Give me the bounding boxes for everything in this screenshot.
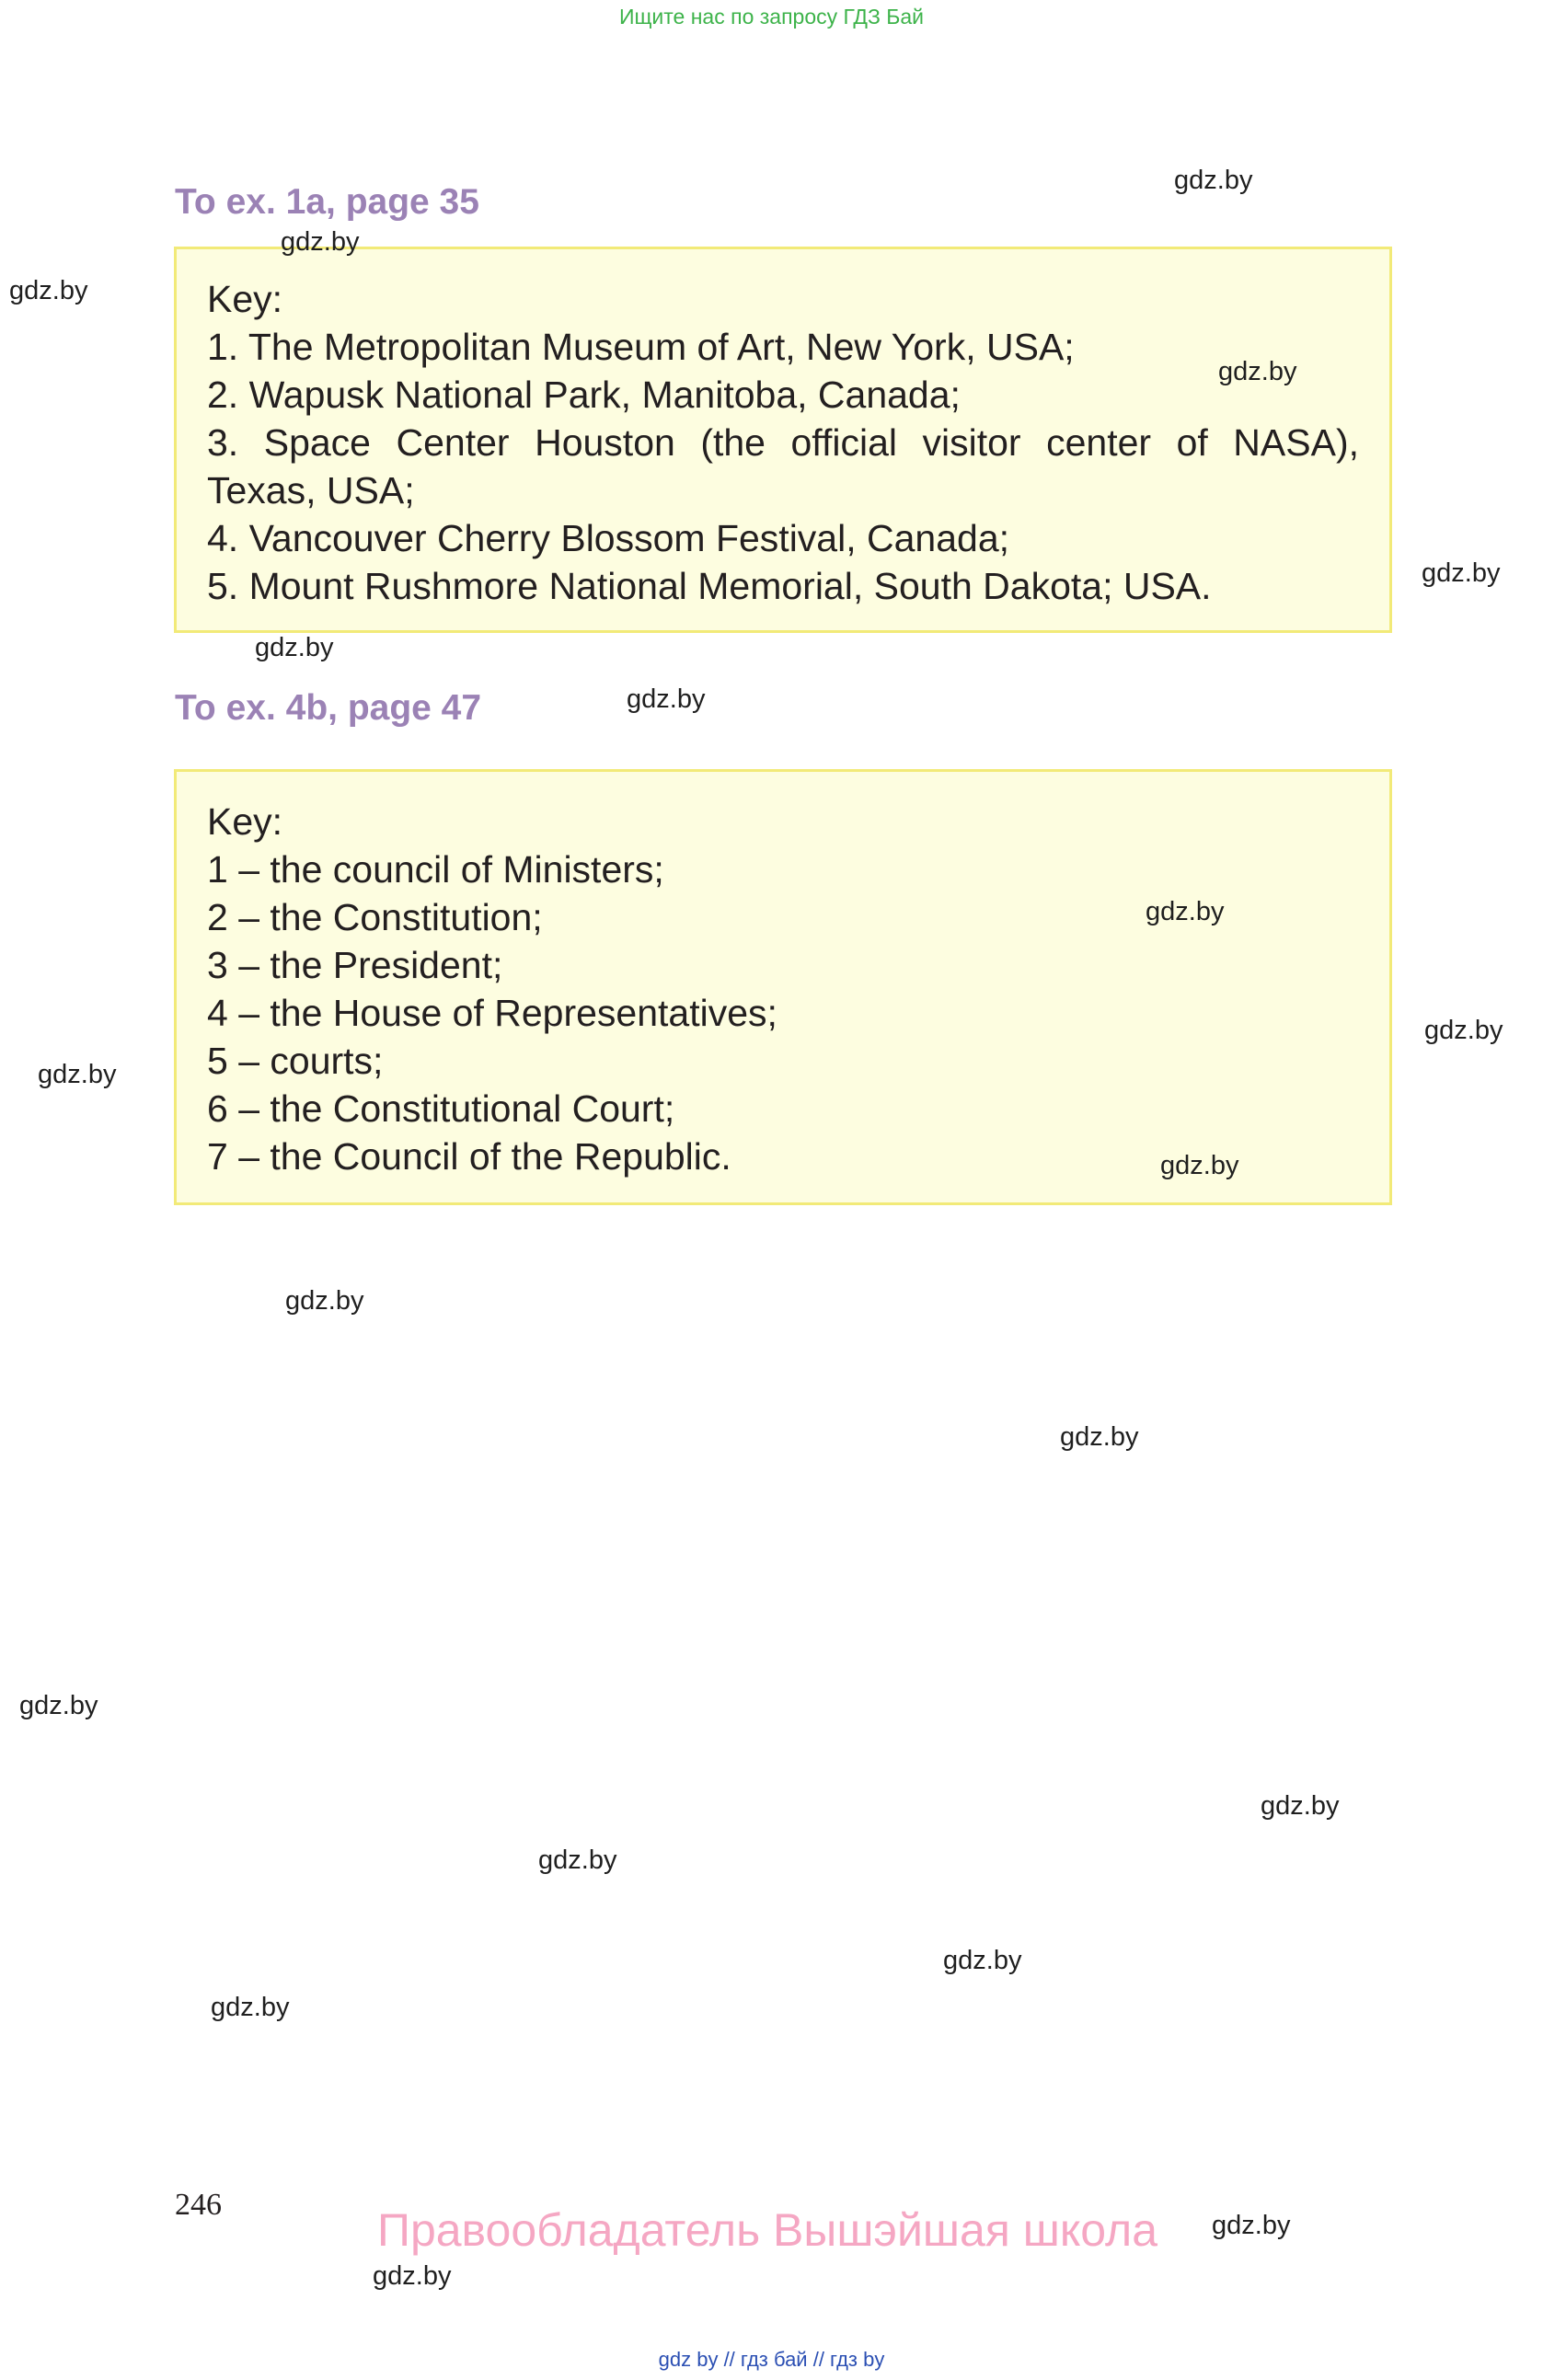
watermark: gdz.by	[1160, 1151, 1239, 1180]
key-item: 5 – courts;	[207, 1040, 384, 1082]
watermark: gdz.by	[1146, 897, 1225, 926]
watermark: gdz.by	[281, 227, 360, 257]
watermark: gdz.by	[1218, 357, 1297, 386]
watermark: gdz.by	[1174, 166, 1253, 195]
key-item: 7 – the Council of the Republic.	[207, 1135, 731, 1178]
key-item: 1 – the council of Ministers;	[207, 848, 664, 891]
key-item: Texas, USA;	[207, 469, 415, 512]
page-number: 246	[175, 2188, 222, 2222]
watermark: gdz.by	[538, 1845, 617, 1875]
watermark: gdz.by	[1424, 1016, 1503, 1045]
key-item: 1. The Metropolitan Museum of Art, New York, USA;	[207, 326, 1075, 368]
watermark: gdz.by	[1212, 2211, 1291, 2240]
watermark: gdz.by	[19, 1691, 98, 1720]
key-item: 5. Mount Rushmore National Memorial, South Dakota; USA.	[207, 565, 1212, 607]
watermark: gdz.by	[9, 276, 88, 305]
key-item: 4 – the House of Representatives;	[207, 992, 777, 1034]
watermark: gdz.by	[211, 1993, 290, 2022]
key-item: 2. Wapusk National Park, Manitoba, Canada;	[207, 374, 961, 416]
watermark: gdz.by	[373, 2261, 452, 2291]
watermark: gdz.by	[1422, 558, 1501, 588]
key-box-ex-1a	[174, 247, 1392, 633]
key-label: Key:	[207, 800, 283, 843]
key-label: Key:	[207, 278, 283, 320]
watermark: gdz.by	[255, 633, 334, 662]
watermark: gdz.by	[943, 1946, 1022, 1975]
top-banner[interactable]: Ищите нас по запросу ГДЗ Бай	[618, 5, 925, 29]
key-box-ex-4b	[174, 769, 1392, 1205]
watermark: gdz.by	[285, 1286, 364, 1316]
key-item: 3 – the President;	[207, 944, 503, 986]
key-item: 4. Vancouver Cherry Blossom Festival, Canada;	[207, 517, 1010, 559]
section-title-ex-1a: To ex. 1a, page 35	[175, 182, 479, 222]
section-title-ex-4b: To ex. 4b, page 47	[175, 688, 482, 728]
bottom-links[interactable]: gdz by // гдз бай // гдз by	[658, 2348, 885, 2371]
watermark: gdz.by	[38, 1060, 117, 1089]
key-item: 6 – the Constitutional Court;	[207, 1087, 675, 1130]
copyright-notice: Правообладатель Вышэйшая школа	[377, 2204, 1157, 2256]
key-item: 3. Space Center Houston (the official visitor center of NASA),	[207, 421, 1359, 464]
watermark: gdz.by	[627, 684, 706, 714]
key-item: 2 – the Constitution;	[207, 896, 543, 938]
watermark: gdz.by	[1261, 1791, 1340, 1821]
watermark: gdz.by	[1060, 1422, 1139, 1452]
